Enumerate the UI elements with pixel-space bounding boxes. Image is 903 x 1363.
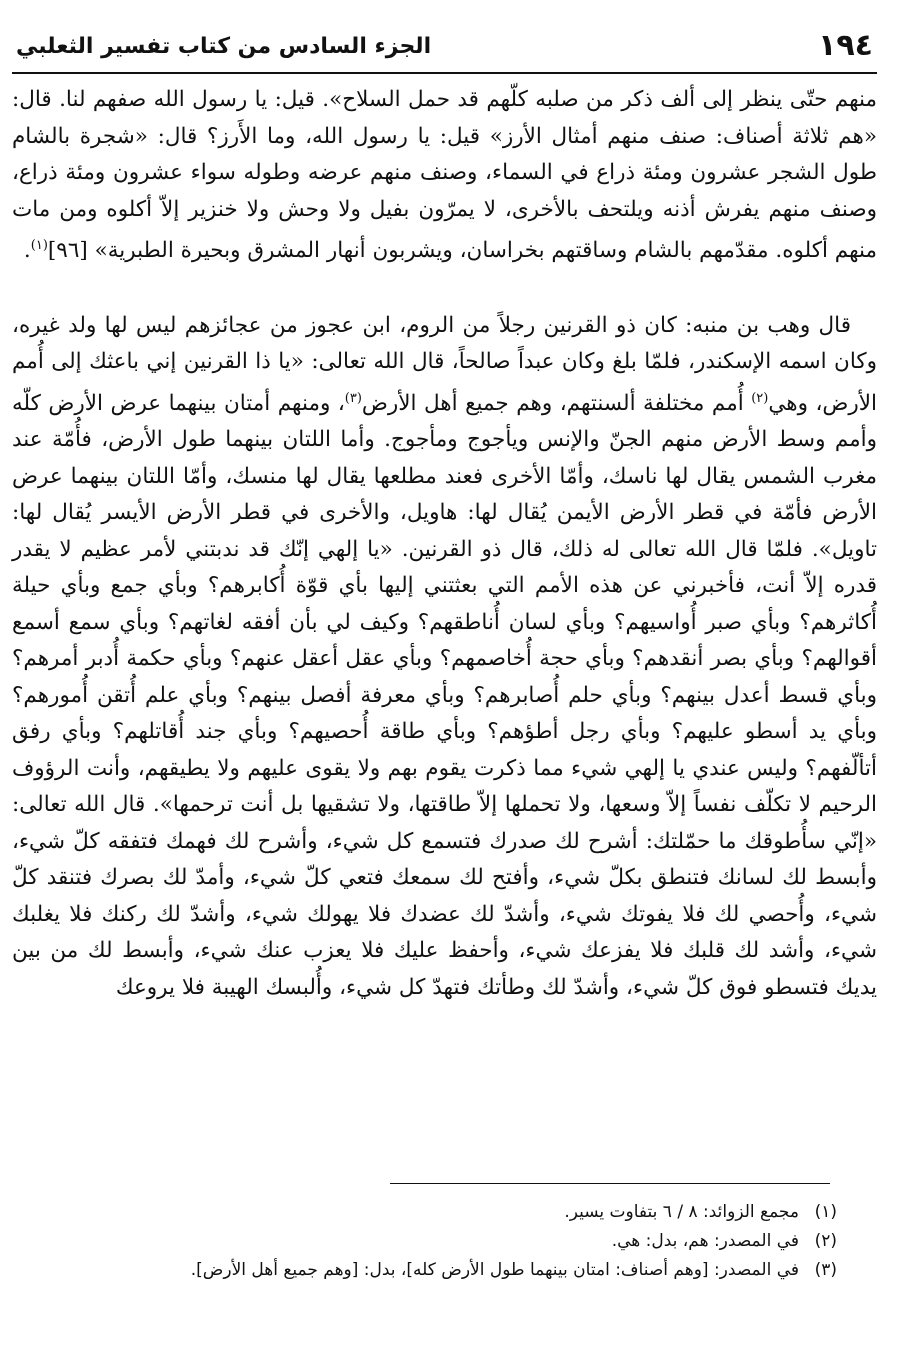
- page-header: [12, 22, 877, 74]
- main-text: [12, 82, 877, 1006]
- footnote-2: [12, 1227, 837, 1256]
- paragraph-1-text: منهم حتّى ينظر إلى ألف ذكر من صلبه كلّهم قد حمل السلاح». قيل: يا رسول الله صفهم لنا. قال: «هم ثلاثة أصناف: صنف منهم أمثال الأرز» قيل: يا رسول الله، وما الأَرز؟ قال: «شجرة بالشام طول الشجر عشرون ومئة ذراع في السماء، وصنف منهم عرضه وطوله سواء عشرون ومئة ذراع، وصنف منهم يفرش أذنه ويلتحف بالأخرى، لا يمرّون بفيل ولا وحش ولا خنزير إلاّ أكلوه ومن مات منهم أكلوه. مقدّمهم بالشام وساقتهم بخراسان، ويشربون أنهار المشرق وبحيرة الطبرية» [٩٦]: [12, 87, 877, 264]
- running-title: الجزء السادس من كتاب تفسير الثعلبي: [16, 34, 432, 59]
- paragraph-1: منهم حتّى ينظر إلى ألف ذكر من صلبه كلّهم قد حمل السلاح». قيل: يا رسول الله صفهم لنا. قال: «هم ثلاثة أصناف: صنف منهم أمثال الأرز» قيل: يا رسول الله، وما الأَرز؟ قال: «شجرة بالشام طول الشجر عشرون ومئة ذراع في السماء، وصنف منهم عرضه وطوله سواء عشرون ومئة ذراع، وصنف منهم يفرش أذنه ويلتحف بالأخرى، لا يمرّون بفيل ولا وحش ولا خنزير إلاّ أكلوه ومن مات منهم أكلوه. مقدّمهم بالشام وساقتهم بخراسان، ويشربون أنهار المشرق وبحيرة الطبرية» [٩٦]$^{(١)}$.: [12, 87, 877, 264]
- paragraph-2-part-3: ، ومنهم أمتان بينهما عرض الأرض كلّه وأمم وسط الأرض منهم الجنّ والإنس ويأجوج ومأجوج. وأما اللتان بينهما طول الأرض، فأُمّة عند مغرب الشمس يقال لها ناسك، وأمّا الأخرى فعند مطلعها يقال لها منسك، وأمّا اللتان بينهما عرض الأرض فأمّة في قطر الأرض الأيمن يُقال لها: هاويل، والأخرى في قطر الأرض الأيسر يُقال لها: تاويل». فلمّا قال الله تعالى له ذلك، قال ذو القرنين. «يا إلهي إنّك قد ندبتني لأمر عظيم لا يقدر قدره إلاّ أنت، فأخبرني عن هذه الأمم التي بعثتني إليها بأي قوّة أُكابرهم؟ وبأي جمع وبأي حيلة أُكاثرهم؟ وبأي صبر أُواسيهم؟ وبأي لسان أُناطقهم؟ وكيف لي بأن أفقه لغاتهم؟ وبأي سمع أسمع أقوالهم؟ وبأي بصر أنقدهم؟ وبأي حجة أُخاصمهم؟ وبأي عقل أعقل عنهم؟ وبأي حكمة أُدبر أمرهم؟ وبأي قسط أعدل بينهم؟ وبأي حلم أُصابرهم؟ وبأي معرفة أفصل بينهم؟ وبأي علم أُتقن أُمورهم؟ وبأي يد أسطو عليهم؟ وبأي رجل أطؤهم؟ وبأي طاقة أُحصيهم؟ وبأي جند أُقاتلهم؟ وبأي رفق أتألّفهم؟ وليس عندي يا إلهي شيء مما ذكرت يقوم بهم ولا يقوى عليهم ولا يطيقهم، وأنت الرؤوف الرحيم لا تكلّف نفساً إلاّ وسعها، ولا تحملها إلاّ طاقتها، ولا تشقيها بل أنت ترحمها». قال الله تعالى: «إنّي سأُطوقك ما حمّلتك: أشرح لك صدرك فتسمع كل شيء، وأشرح لك فهمك فتفقه كلّ شيء، وأبسط لك لسانك فتنطق بكلّ شيء، وأفتح لك سمعك فتعي كلّ شيء، وأمدّ لك بصرك فتنقد كلّ شيء، وأُحصي لك فلا يفوتك شيء، وأشدّ لك عضدك فلا يهولك شيء، وأشدّ لك ركنك فلا يغلبك شيء، وأشد لك قلبك فلا يفزعك شيء، وأحفظ عليك فلا يعزب عنك شيء، وأبسط لك من بين يديك فتسطو فوق كلّ شيء، وأشدّ لك وطأتك فتهدّ كل شيء، وأُلبسك الهيبة فلا يروعك: [12, 390, 877, 1000]
- paragraph-2-part-1: قال وهب بن منبه: كان ذو القرنين رجلاً من الروم، ابن عجوز من عجائزهم ليس لها ولد غيره، وكان اسمه الإسكندر، فلمّا بلغ وكان عبداً صالحاً، قال الله تعالى: «يا ذا القرنين إني باعثك إلى أُمم الأرض، وهي: [12, 312, 877, 416]
- footnote-number: (٢): [814, 1231, 837, 1251]
- page-number: ١٩٤: [818, 28, 873, 63]
- footnote-text: في المصدر: هم، بدل: هي.: [611, 1231, 799, 1251]
- footnotes: [12, 1198, 837, 1285]
- footnote-number: (٣): [814, 1260, 837, 1280]
- paragraph-2-part-2: أُمم مختلفة ألسنتهم، وهم جميع أهل الأرض: [361, 390, 752, 416]
- footnote-text: مجمع الزوائد: ٨ / ٦ بتفاوت يسير.: [564, 1202, 799, 1222]
- footnote-ref-1: (١): [30, 238, 48, 253]
- paragraph-2: [12, 308, 877, 1007]
- footnote-ref-2: (٢): [751, 390, 769, 406]
- footnote-number: (١): [814, 1202, 837, 1222]
- footnote-separator: [390, 1183, 830, 1184]
- footnote-text: في المصدر: [وهم أصناف: امتان بينهما طول الأرض كله]، بدل: [وهم جميع أهل الأرض].: [190, 1260, 799, 1280]
- footnote-1: [12, 1198, 837, 1227]
- footnote-ref-3: (٣): [344, 390, 362, 406]
- footnote-3: [12, 1256, 837, 1285]
